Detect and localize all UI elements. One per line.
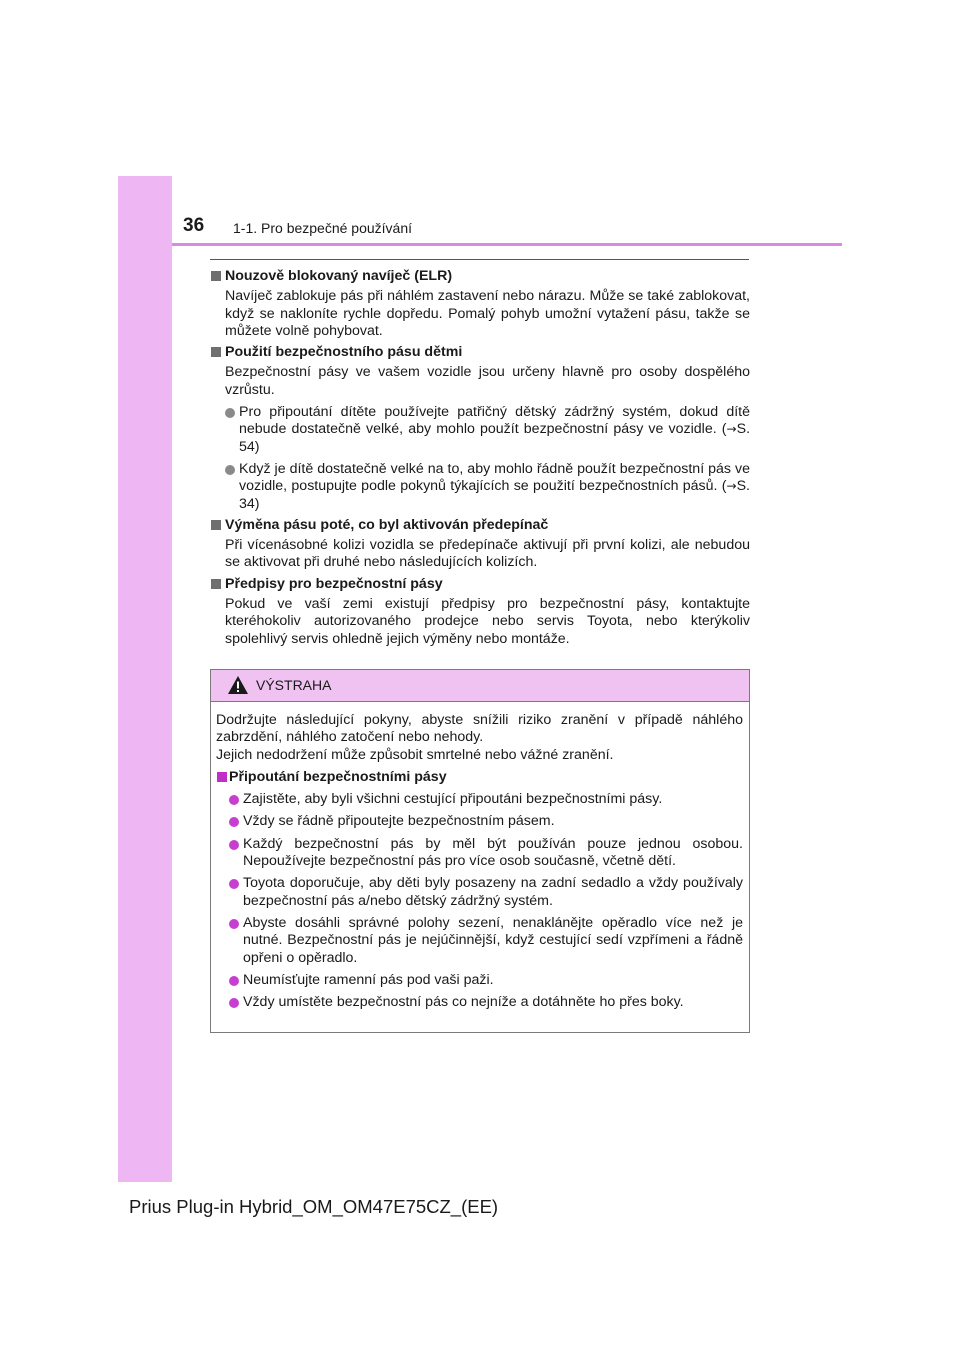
- header-rule: [172, 243, 842, 246]
- warning-list-item: [216, 791, 743, 808]
- section-paragraph: Pokud ve vaší zemi existují předpisy pro bezpečnostní pásy, kontaktujte kteréhokoliv autorizovaného prodejce nebo servis Toyota, nebo kterýkoliv spolehlivý servis ohledně jejich výměny nebo montáže.: [225, 596, 750, 647]
- warning-intro: Dodržujte následující pokyny, abyste snížili riziko zranění v případě náhlého zabrzdění, náhlého zatočení nebo nehody.: [216, 712, 743, 746]
- square-bullet-icon: [211, 271, 221, 281]
- circle-bullet-icon: [229, 879, 239, 889]
- square-bullet-icon: [211, 347, 221, 357]
- warning-triangle-icon: [227, 675, 249, 695]
- main-content: [210, 264, 750, 648]
- warning-list-item-text: Každý bezpečnostní pás by měl být používán pouze jednou osobou. Nepoužívejte bezpečnostní pás pro více osob současně, včetně dětí.: [243, 835, 743, 870]
- list-item: Pro připoutání dítěte používejte patřičný dětský zádržný systém, dokud dítě nebude dostatečně velké, aby mohlo použít bezpečnostní pásy ve vozidle. (→S. 54): [210, 404, 750, 456]
- square-bullet-icon: [217, 772, 227, 782]
- list-item: Když je dítě dostatečně velké na to, aby mohlo řádně použít bezpečnostní pás ve vozidle, postupujte podle pokynů týkajících se použití bezpečnostních pásů. (→S. 34): [210, 461, 750, 513]
- footer-document-id: Prius Plug-in Hybrid_OM_OM47E75CZ_(EE): [129, 1196, 499, 1217]
- warning-list-item-text: Toyota doporučuje, aby děti byly posazeny na zadní sedadlo a vždy používaly bezpečnostní pás a/nebo dětský zádržný systém.: [243, 875, 743, 909]
- page-reference-link[interactable]: S. 54: [239, 421, 751, 455]
- warning-list-item-text: Vždy se řádně připoutejte bezpečnostním pásem.: [243, 813, 555, 830]
- warning-header: [211, 670, 749, 702]
- section-paragraph: Při vícenásobné kolizi vozidla se předepínače aktivují při první kolizi, ale nebudou se aktivovat při druhé nebo následujících kolizích.: [225, 537, 750, 571]
- page-reference-link[interactable]: S. 34: [239, 478, 750, 512]
- section-heading-text: Předpisy pro bezpečnostní pásy: [225, 575, 443, 592]
- circle-bullet-icon: [229, 840, 239, 850]
- warning-body: [211, 702, 749, 1011]
- list-item-text: Když je dítě dostatečně velké na to, aby mohlo řádně použít bezpečnostní pás ve vozidle, postupujte podle pokynů týkajících se použití bezpečnostních pásů.: [239, 460, 750, 495]
- square-bullet-icon: [211, 579, 221, 589]
- section-paragraph: Bezpečnostní pásy ve vašem vozidle jsou určeny hlavně pro osoby dospělého vzrůstu.: [225, 364, 750, 398]
- side-tab-band: [118, 176, 172, 1182]
- warning-box: [210, 669, 750, 1033]
- warning-label: VÝSTRAHA: [256, 677, 332, 693]
- warning-intro: Jejich nedodržení může způsobit smrtelné nebo vážné zranění.: [216, 746, 614, 763]
- list-item-text: Pro připoutání dítěte používejte patřičný dětský zádržný systém, dokud dítě nebude dostatečně velké, aby mohlo použít bezpečnostní pásy ve vozidle.: [239, 404, 750, 438]
- section-heading: [210, 517, 750, 534]
- section-heading: [210, 576, 750, 593]
- warning-list-item-text: Abyste dosáhli správné polohy sezení, nenaklánějte opěradlo více než je nutné. Bezpečnostní pás je nejúčinnější, když cestující sedí vzpřímeni a řádně opřeni o opěradlo.: [243, 914, 743, 966]
- square-bullet-icon: [211, 520, 221, 530]
- section-heading-text: Použití bezpečnostního pásu dětmi: [225, 344, 463, 361]
- circle-bullet-icon: [229, 795, 239, 805]
- content-top-rule: [210, 259, 749, 260]
- warning-list-item: [216, 836, 743, 871]
- section-heading-text: Nouzově blokovaný navíječ (ELR): [225, 268, 453, 284]
- circle-bullet-icon: [225, 465, 235, 475]
- circle-bullet-icon: [229, 817, 239, 827]
- page-number: 36: [183, 215, 205, 236]
- warning-heading: [216, 769, 743, 786]
- warning-list-item-text: Vždy umístěte bezpečnostní pás co nejníže a dotáhněte ho přes boky.: [243, 994, 684, 1011]
- warning-heading-text: Připoutání bezpečnostními pásy: [229, 768, 447, 785]
- warning-list-item: [216, 875, 743, 910]
- section-heading-text: Výměna pásu poté, co byl aktivován předepínač: [225, 516, 549, 533]
- section-heading: [210, 344, 750, 361]
- warning-list-item: [216, 994, 743, 1011]
- arrow-icon: →: [726, 422, 737, 437]
- warning-list-item-text: Neumísťujte ramenní pás pod vaši paži.: [243, 971, 494, 988]
- warning-list-item-text: Zajistěte, aby byli všichni cestující připoutáni bezpečnostními pásy.: [243, 791, 663, 808]
- circle-bullet-icon: [229, 919, 239, 929]
- circle-bullet-icon: [229, 998, 239, 1008]
- warning-list-item: [216, 813, 743, 830]
- warning-list-item: [216, 915, 743, 967]
- section-heading: [210, 268, 750, 285]
- circle-bullet-icon: [229, 976, 239, 986]
- section-paragraph: Navíječ zablokuje pás při náhlém zastavení nebo nárazu. Může se také zablokovat, když se nakloníte rychle dopředu. Pomalý pohyb umožní vytažení pásu, takže se můžete volně pohybovat.: [225, 288, 750, 339]
- arrow-icon: →: [726, 479, 737, 494]
- warning-list-item: [216, 972, 743, 989]
- circle-bullet-icon: [225, 408, 235, 418]
- section-title: 1-1. Pro bezpečné používání: [233, 220, 413, 236]
